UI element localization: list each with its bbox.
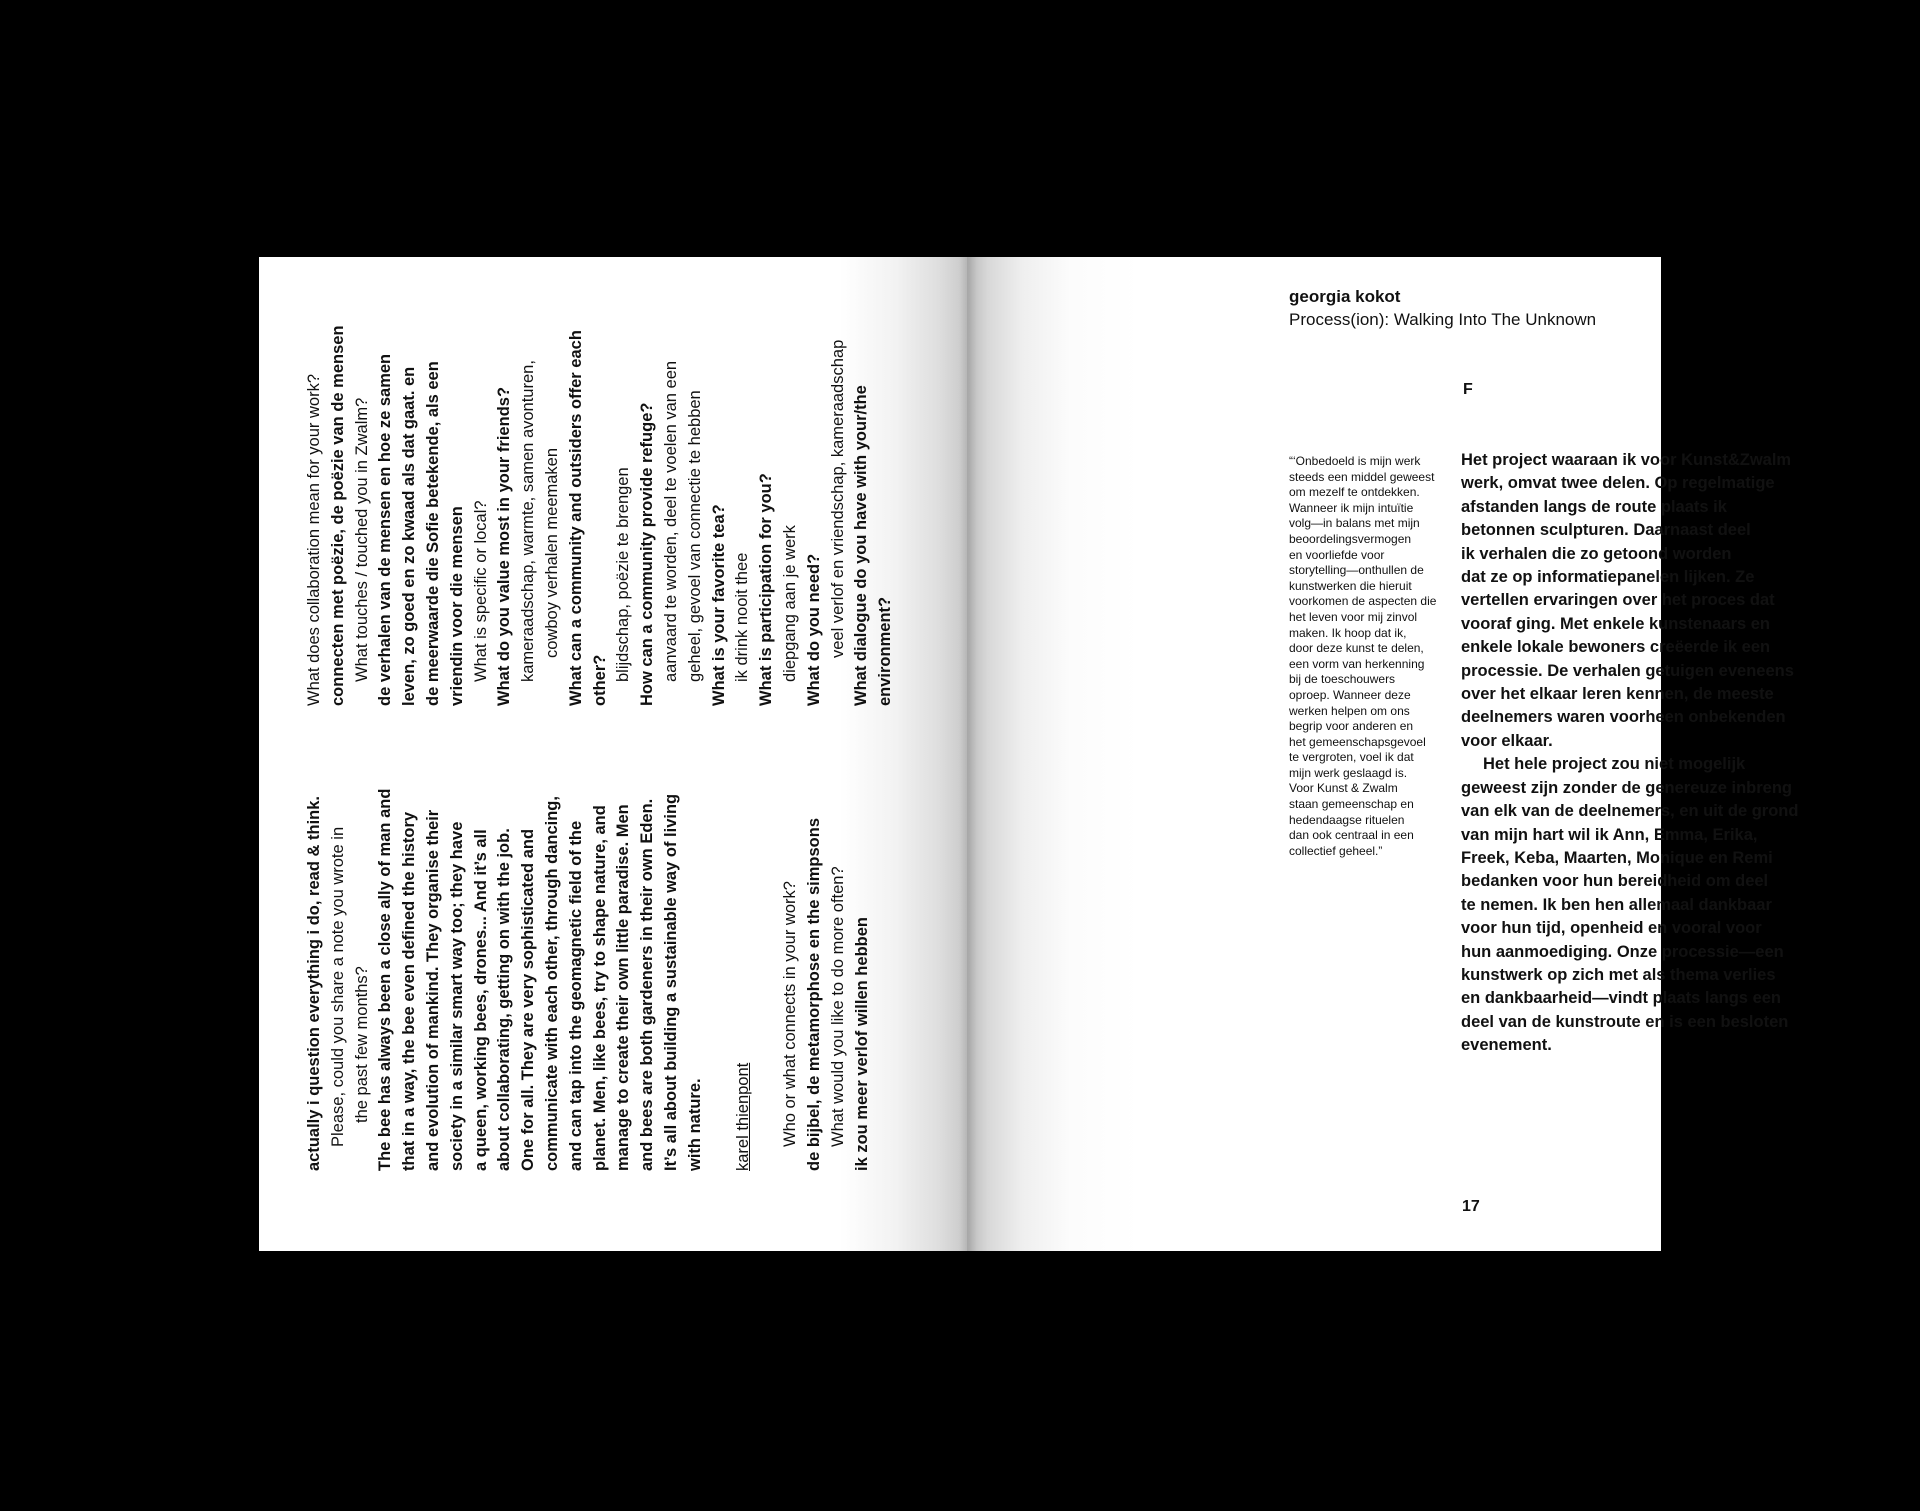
text-line: and evolution of mankind. They organise their [423,809,442,1171]
text-line: de verhalen van de mensen en hoe ze samen [376,353,395,706]
text-line: beoordelingsvermogen [1289,531,1412,546]
text-line: One for all. They are very sophisticated and [519,828,538,1171]
interviewee-name: karel thienpont [733,1062,752,1171]
text-line: volg—in balans met mijn [1289,516,1420,531]
text-line: What is specific or local? [471,500,490,682]
text-line: What would you like to do more often? [828,866,847,1147]
section-letter: F [1463,381,1473,398]
text-line: kameraadschap, warmte, samen avonturen, [519,360,538,682]
text-line: blijdschap, poëzie te brengen [614,467,633,682]
text-line: What can a community and outsiders offer each [566,330,585,706]
text-line: about collaborating, getting on with the job. [495,828,514,1171]
interview-column-1 [303,751,875,1171]
text-line: afstanden langs de route plaats ik [1461,497,1727,516]
column1-lines-2 [779,751,874,1171]
book-spread [259,257,1799,1251]
text-line: werken helpen om ons [1289,703,1410,718]
text-line: het leven voor mij zinvol [1289,609,1418,624]
text-line: leven, zo goed en zo kwaad als dat gaat. en [400,366,419,706]
text-line: enkele lokale bewoners creëerde ik een [1461,638,1771,657]
text-line: Wanneer ik mijn intuïtie [1289,500,1414,515]
text-line: voor hun tijd, openheid en vooral voor [1461,919,1762,938]
text-line: van mijn hart wil ik Ann, Emma, Erika, [1461,825,1758,844]
text-line: What do you value most in your friends? [495,386,514,706]
text-line: Het hele project zou niet mogelijk [1483,755,1746,774]
text-line: steeds een middel geweest [1289,469,1435,484]
interview-column-2 [303,276,898,706]
text-line: and can tap into the geomagnetic field of the [566,820,585,1171]
text-line: environment? [876,596,895,706]
text-line: geheel, gevoel van connectie te hebben [685,390,704,682]
text-line: betonnen sculpturen. Daarnaast deel [1461,521,1751,540]
column2-lines [303,276,898,706]
text-line: kunstwerk op zich met als thema verlies [1461,965,1776,984]
column1-lines [303,751,708,1171]
text-line: vertellen ervaringen over het proces dat [1461,591,1775,610]
text-line: oproep. Wanneer deze [1289,687,1411,702]
artist-quote [1289,454,1467,859]
text-line: society in a similar smart way too; they have [447,821,466,1171]
text-line: voorkomen de aspecten die [1289,594,1437,609]
text-line: de bijbel, de metamorphose en the simpsons [805,818,824,1171]
text-line: diepgang aan je werk [780,525,799,682]
text-line: other? [590,654,609,706]
text-line: deel van de kunstroute en is een besloten [1461,1012,1789,1031]
text-line: collectief geheel.” [1289,843,1383,858]
body-paragraph-2 [1461,753,1851,1057]
text-line: communicate with each other, through dancing, [542,796,561,1171]
text-line: ik verhalen die zo getoond worden [1461,544,1732,563]
right-page [967,257,1799,1251]
article-title: Process(ion): Walking Into The Unknown [1289,310,1597,329]
text-line: geweest zijn zonder de genereuze inbreng [1461,778,1792,797]
text-line: dat ze op informatiepanelen lijken. Ze [1461,568,1755,587]
text-line: What is participation for you? [757,473,776,706]
text-line: over het elkaar leren kennen, de meeste [1461,685,1774,704]
text-line: te nemen. Ik ben hen allemaal dankbaar [1461,895,1772,914]
text-line: maken. Ik hoop dat ik, [1289,625,1407,640]
text-line: vooraf ging. Met enkele kunstenaars en [1461,614,1771,633]
text-line: aanvaard te worden, deel te voelen van een [661,360,680,682]
text-line: How can a community provide refuge? [638,402,657,706]
text-line: het gemeenschapsgevoel [1289,734,1426,749]
body-text [1461,449,1851,1058]
text-line: Please, could you share a note you wrote in [328,826,347,1147]
text-line: What touches / touched you in Zwalm? [352,397,371,682]
text-line: What do you need? [804,553,823,706]
text-line: begrip voor anderen en [1289,719,1414,734]
text-line: staan gemeenschap en [1289,797,1414,812]
text-line: kunstwerken die hieruit [1289,578,1412,593]
text-line: cowboy verhalen meemaken [542,447,561,658]
text-line: What dialogue do you have with your/the [852,385,871,706]
text-line: Who or what connects in your work? [781,881,800,1147]
body-paragraph-1 [1461,449,1851,753]
text-line: vriendin voor die mensen [447,506,466,706]
text-line: en dankbaarheid—vindt plaats langs een [1461,989,1782,1008]
text-line: planet. Men, like bees, try to shape nature, and [590,805,609,1171]
text-line: een vorm van herkenning [1289,656,1425,671]
text-line: dan ook centraal in een [1289,828,1414,843]
text-line: a queen, working bees, drones... And it’s all [471,829,490,1171]
text-line: with nature. [685,1078,704,1171]
text-line: bedanken voor hun bereidheid om deel [1461,872,1769,891]
text-line: the past few months? [352,966,371,1123]
text-line: Freek, Keba, Maarten, Monique en Remi [1461,848,1773,867]
author-name: georgia kokot [1289,287,1401,306]
text-line: It’s all about building a sustainable way of living [661,793,680,1171]
text-line: storytelling—onthullen de [1289,563,1424,578]
text-line: voor elkaar. [1461,731,1553,750]
text-line: ik drink nooit thee [733,552,752,682]
text-line: Het project waaraan ik voor Kunst&Zwalm [1461,451,1792,469]
text-line: The bee has always been a close ally of man and [376,788,395,1171]
text-line: te vergroten, voel ik dat [1289,750,1414,765]
text-line: “‘Onbedoeld is mijn werk [1289,454,1421,468]
text-line: actually i question everything i do, read & think. [305,796,323,1171]
text-line: evenement. [1461,1036,1552,1055]
book-gutter [959,257,977,1251]
text-line: werk, omvat twee delen. Op regelmatige [1461,474,1775,493]
text-line: hedendaagse rituelen [1289,812,1405,827]
text-line: hun aanmoediging. Onze processie—een [1461,942,1784,961]
text-line: de meerwaarde die Sofie betekende, als een [423,361,442,706]
text-line: en voorliefde voor [1289,547,1385,562]
text-line: What is your favorite tea? [709,504,728,706]
text-line: Voor Kunst & Zwalm [1289,781,1398,796]
text-line: that in a way, the bee even defined the history [400,811,419,1171]
text-line: door deze kunst te delen, [1289,641,1424,656]
text-line: mijn werk geslaagd is. [1289,765,1408,780]
text-line: manage to create their own little paradise. Men [614,804,633,1171]
left-page [259,257,967,1251]
text-line: deelnemers waren voorheen onbekenden [1461,708,1786,727]
text-line: and bees are both gardeners in their own Eden. [638,798,657,1171]
text-line: What does collaboration mean for your work? [305,374,323,706]
text-line: processie. De verhalen getuigen eveneens [1461,661,1794,680]
text-line: bij de toeschouwers [1289,672,1396,687]
text-line: connecten met poëzie, de poëzie van de mensen [328,325,347,706]
page-number: 17 [1462,1198,1480,1215]
text-line: ik zou meer verlof willen hebben [852,917,871,1171]
text-line: om mezelf te ontdekken. [1289,485,1420,500]
text-line: van elk van de deelnemers, en uit de grond [1461,802,1799,821]
text-line: veel verlof en vriendschap, kameraadschap [828,339,847,658]
